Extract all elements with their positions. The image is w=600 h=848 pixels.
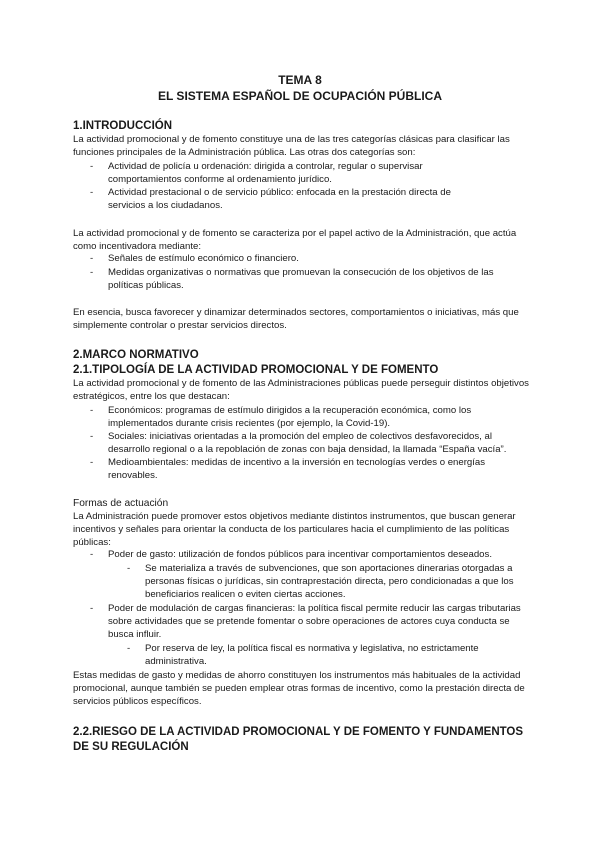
list-bullet: -	[90, 187, 94, 198]
sublist-item: Se materializa a través de subvenciones, que son aportaciones dinerarias otorgadas a personas físicas o jurídicas, sin contraprestación directa, pero condicionadas a que los beneficiarios realicen o eviten ciertas acciones.	[145, 563, 514, 600]
intro-paragraph: La actividad promocional y de fomento constituye una de las tres categorías clásicas para clasificar las funciones principales de la Administración pública. Las otras dos categorías son:	[73, 134, 510, 158]
list-bullet: -	[90, 161, 94, 172]
paragraph: La actividad promocional y de fomento se caracteriza por el papel activo de la Administración, que actúa como incentivadora mediante:	[73, 228, 517, 252]
paragraph: La actividad promocional y de fomento de las Administraciones públicas puede perseguir distintos objetivos estratégicos, entre los que destacan:	[73, 378, 529, 402]
list-item: Poder de gasto: utilización de fondos públicos para incentivar comportamientos deseados.	[108, 549, 492, 560]
document-subtitle: EL SISTEMA ESPAÑOL DE OCUPACIÓN PÚBLICA	[157, 89, 443, 103]
sublist-item: Por reserva de ley, la política fiscal es normativa y legislativa, no estrictamente administrativa.	[145, 643, 479, 667]
list-item: Sociales: iniciativas orientadas a la promoción del empleo de colectivos desfavorecidos, al desarrollo regional o a la repoblación de zonas con baja densidad, la llamada “España vacía”.	[108, 431, 507, 455]
subsection-heading-tipologia: 2.1.TIPOLOGÍA DE LA ACTIVIDAD PROMOCIONAL Y DE FOMENTO	[73, 364, 439, 376]
formas-label: Formas de actuación	[73, 498, 169, 509]
list-item: Actividad prestacional o de servicio público: enfocada en la prestación directa de servicios a los ciudadanos.	[108, 187, 451, 211]
paragraph: La Administración puede promover estos objetivos mediante distintos instrumentos, que buscan generar incentivos y señales para orientar la conducta de los particulares hacia el cumplimiento de las políticas públicas:	[73, 511, 516, 548]
list-item: Actividad de policía u ordenación: dirigida a controlar, regular o supervisar comportamientos conforme al ordenamiento jurídico.	[108, 161, 423, 185]
section-heading-introduccion: 1.INTRODUCCIÓN	[73, 120, 173, 132]
list-item: Señales de estímulo económico o financiero.	[108, 253, 299, 264]
list-item: Económicos: programas de estímulo dirigidos a la recuperación económica, como los implementados durante crisis recientes (por ejemplo, la Covid-19).	[108, 405, 472, 429]
list-item: Poder de modulación de cargas financieras: la política fiscal permite reducir las cargas tributarias sobre actividades que se pretende fomentar o sobre operaciones de actores cuya conducta se busca influir.	[108, 603, 521, 640]
list-bullet: -	[90, 603, 94, 614]
subsection-heading-riesgo: 2.2.RIESGO DE LA ACTIVIDAD PROMOCIONAL Y DE FOMENTO Y FUNDAMENTOS DE SU REGULACIÓN	[73, 726, 524, 753]
list-bullet: -	[90, 405, 94, 416]
list-item: Medidas organizativas o normativas que promuevan la consecución de los objetivos de las políticas públicas.	[108, 267, 494, 291]
list-bullet: -	[90, 431, 94, 442]
list-bullet: -	[90, 457, 94, 468]
paragraph: Estas medidas de gasto y medidas de ahorro constituyen los instrumentos más habituales de la actividad promocional, aunque también se pueden emplear otras formas de incentivo, como la prestación directa de servicios públicos específicos.	[73, 670, 525, 707]
section-heading-marco-normativo: 2.MARCO NORMATIVO	[73, 349, 199, 361]
list-item: Medioambientales: medidas de incentivo a la inversión en tecnologías verdes o energías renovables.	[108, 457, 486, 481]
sublist-bullet: -	[127, 643, 131, 654]
list-bullet: -	[90, 549, 94, 560]
list-bullet: -	[90, 253, 94, 264]
document-title: TEMA 8	[278, 73, 322, 87]
sublist-bullet: -	[127, 563, 131, 574]
list-bullet: -	[90, 267, 94, 278]
paragraph: En esencia, busca favorecer y dinamizar determinados sectores, comportamientos o iniciativas, más que simplemente controlar o prestar servicios directos.	[73, 307, 519, 331]
